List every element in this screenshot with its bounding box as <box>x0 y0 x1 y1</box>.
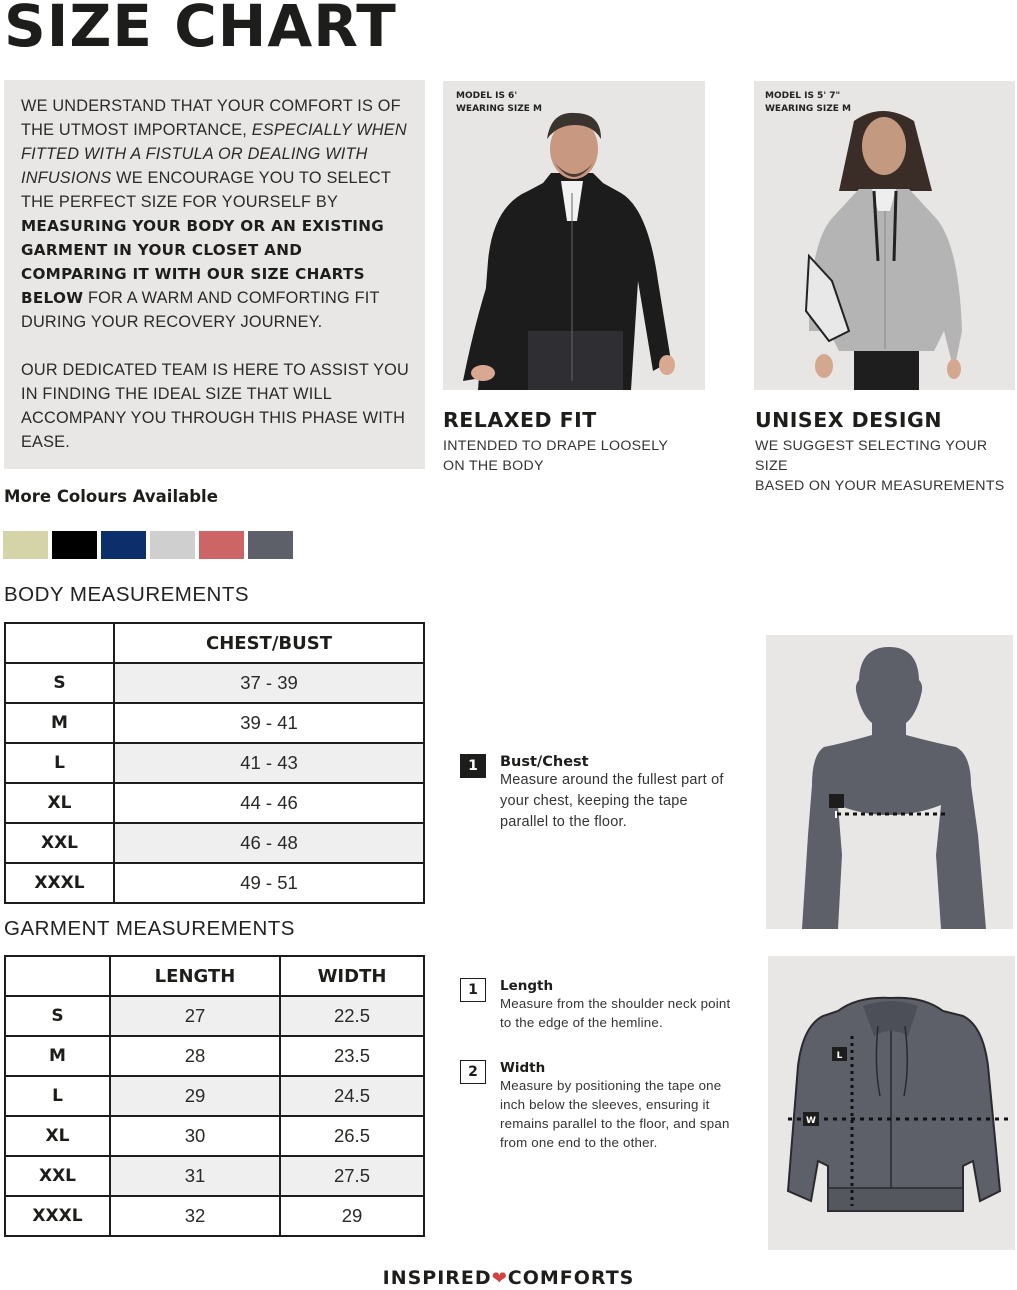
model-photo-relaxed-fit <box>443 81 705 390</box>
table-row <box>5 1076 424 1116</box>
desc-line: ON THE BODY <box>443 458 544 474</box>
column-header <box>5 956 110 996</box>
measurement-value: 39 - 41 <box>114 703 424 743</box>
measurement-value: 27 <box>110 996 280 1036</box>
table-row <box>5 1036 424 1076</box>
size-label: S <box>5 996 110 1036</box>
body-measurements-heading: BODY MEASUREMENTS <box>4 583 250 606</box>
size-label: XXXL <box>5 1196 110 1236</box>
step-number-badge: 1 <box>460 754 486 778</box>
colour-swatches <box>3 531 293 559</box>
column-header: WIDTH <box>280 956 424 996</box>
feature-title-relaxed-fit: RELAXED FIT <box>443 408 597 432</box>
desc-line: BASED ON YOUR MEASUREMENTS <box>755 478 1005 494</box>
size-label: XL <box>5 783 114 823</box>
table-header-row <box>5 623 424 663</box>
feature-desc-unisex-design <box>755 436 1017 496</box>
size-label: XL <box>5 1116 110 1156</box>
table-row <box>5 823 424 863</box>
brand-text-left: INSPIRED <box>382 1267 492 1289</box>
step-body: Measure from the shoulder neck point to the edge of the hemline. <box>500 996 731 1030</box>
size-label: M <box>5 1036 110 1076</box>
column-header: LENGTH <box>110 956 280 996</box>
body-measurements-table <box>4 622 425 904</box>
width-marker: W <box>806 1116 816 1126</box>
size-label: M <box>5 703 114 743</box>
measurement-value: 29 <box>110 1076 280 1116</box>
measurement-value: 37 - 39 <box>114 663 424 703</box>
measurement-value: 41 - 43 <box>114 743 424 783</box>
model-caption <box>456 90 542 115</box>
table-row <box>5 663 424 703</box>
heart-icon: ❤ <box>491 1268 508 1289</box>
intro-text-segment: WE UNDERSTAND THAT YOUR COMFORT IS OF THE UTMOST IMPORTANCE, <box>21 97 401 139</box>
step-number-badge: 1 <box>460 978 486 1002</box>
feature-desc-relaxed-fit <box>443 436 668 476</box>
measurement-value: 32 <box>110 1196 280 1236</box>
colour-swatch[interactable] <box>52 531 97 559</box>
desc-line: WE SUGGEST SELECTING YOUR SIZE <box>755 438 988 474</box>
brand-logo <box>0 1267 1017 1289</box>
woman-in-grey-hoodie-image <box>754 81 1015 390</box>
table-row <box>5 996 424 1036</box>
size-label: XXL <box>5 823 114 863</box>
column-header <box>5 623 114 663</box>
model-height: MODEL IS 6' <box>456 91 518 101</box>
intro-text-segment: ESPECIALLY WHEN FITTED WITH A FISTULA OR DEALING WITH INFUSIONS <box>21 121 407 187</box>
colour-swatch[interactable] <box>101 531 146 559</box>
step-title: Bust/Chest <box>500 754 589 770</box>
step-length <box>460 978 740 1032</box>
garment-measurements-table <box>4 955 425 1237</box>
table-header-row <box>5 956 424 996</box>
table-row <box>5 783 424 823</box>
model-size: WEARING SIZE M <box>456 103 542 114</box>
intro-panel <box>4 80 425 469</box>
body-silhouette-icon <box>766 635 1013 929</box>
step-bust-chest <box>460 754 740 833</box>
feature-title-unisex-design: UNISEX DESIGN <box>755 408 943 432</box>
body-silhouette-diagram <box>766 635 1013 929</box>
step-width <box>460 1060 740 1152</box>
step-body: Measure by positioning the tape one inch below the sleeves, ensuring it remains parallel to the floor, and span from one end to the other. <box>500 1078 730 1150</box>
measurement-value: 29 <box>280 1196 424 1236</box>
measurement-value: 30 <box>110 1116 280 1156</box>
measurement-value: 28 <box>110 1036 280 1076</box>
model-caption <box>765 90 851 115</box>
hoodie-garment-diagram <box>768 956 1015 1250</box>
model-size: WEARING SIZE M <box>765 103 851 114</box>
step-body: Measure around the fullest part of your chest, keeping the tape parallel to the floor. <box>500 772 724 830</box>
step-number-badge: 2 <box>460 1060 486 1084</box>
size-label: L <box>5 1076 110 1116</box>
measurement-value: 24.5 <box>280 1076 424 1116</box>
brand-text-right: COMFORTS <box>507 1267 635 1289</box>
colour-swatch[interactable] <box>248 531 293 559</box>
table-row <box>5 1116 424 1156</box>
table-row <box>5 1156 424 1196</box>
intro-paragraph-1 <box>21 94 413 334</box>
size-label: L <box>5 743 114 783</box>
size-label: XXL <box>5 1156 110 1196</box>
intro-text-segment: WE ENCOURAGE YOU TO SELECT THE PERFECT SIZE FOR YOURSELF BY <box>21 169 391 211</box>
measurement-value: 27.5 <box>280 1156 424 1196</box>
table-row <box>5 743 424 783</box>
step-title: Width <box>500 1060 546 1076</box>
model-photo-unisex-design <box>754 81 1015 390</box>
table-row <box>5 703 424 743</box>
hoodie-icon <box>768 956 1015 1250</box>
step-title: Length <box>500 978 554 994</box>
table-row <box>5 1196 424 1236</box>
size-label: XXXL <box>5 863 114 903</box>
length-marker: L <box>836 1051 843 1061</box>
measurement-value: 31 <box>110 1156 280 1196</box>
page-title: SIZE CHART <box>4 0 397 60</box>
model-height: MODEL IS 5' 7" <box>765 91 841 101</box>
colour-swatch[interactable] <box>3 531 48 559</box>
colour-swatch[interactable] <box>150 531 195 559</box>
measurement-value: 49 - 51 <box>114 863 424 903</box>
intro-paragraph-2: OUR DEDICATED TEAM IS HERE TO ASSIST YOU IN FINDING THE IDEAL SIZE THAT WILL ACCOMPANY YOU THROUGH THIS PHASE WITH EASE. <box>21 361 409 451</box>
garment-measurements-heading: GARMENT MEASUREMENTS <box>4 917 295 940</box>
measurement-value: 46 - 48 <box>114 823 424 863</box>
table-row <box>5 863 424 903</box>
measurement-value: 23.5 <box>280 1036 424 1076</box>
intro-text-segment: FOR A WARM AND COMFORTING FIT DURING YOUR RECOVERY JOURNEY. <box>21 289 380 331</box>
intro-text-segment: MEASURING YOUR BODY OR AN EXISTING GARMENT IN YOUR CLOSET AND COMPARING IT WITH OUR SIZE CHARTS BELOW <box>21 217 384 307</box>
colour-swatch[interactable] <box>199 531 244 559</box>
measurement-value: 26.5 <box>280 1116 424 1156</box>
column-header: CHEST/BUST <box>114 623 424 663</box>
measurement-value: 44 - 46 <box>114 783 424 823</box>
desc-line: INTENDED TO DRAPE LOOSELY <box>443 438 669 454</box>
measurement-value: 22.5 <box>280 996 424 1036</box>
more-colours-label: More Colours Available <box>4 487 218 506</box>
man-in-black-hoodie-image <box>443 81 705 390</box>
size-label: S <box>5 663 114 703</box>
